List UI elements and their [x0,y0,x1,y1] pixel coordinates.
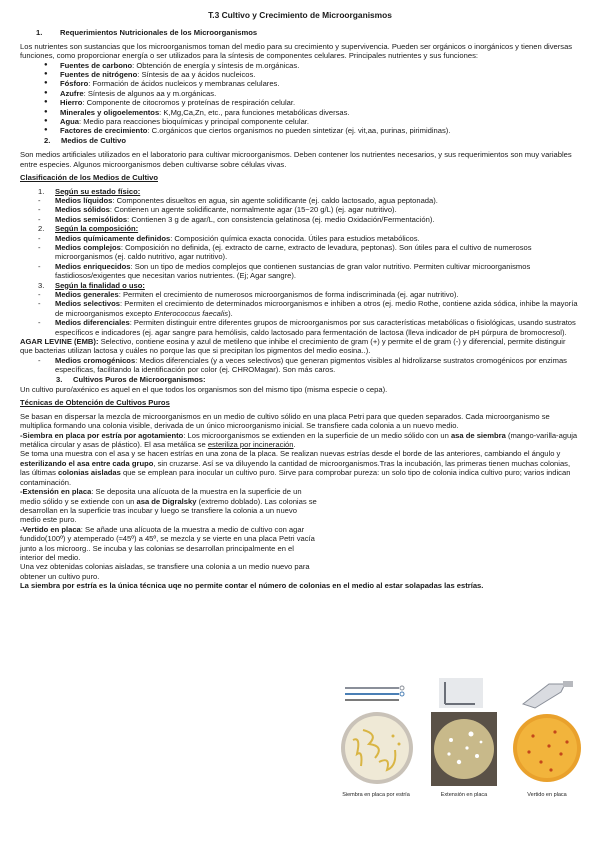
pour-plate-image [511,712,583,784]
list-item: - Medios diferenciales: Permiten distinguir entre diferentes grupos de microorganismos por sus características metabólicas o fisiológicas, usando sustratos específicos e indicadores (ej. agar sangre para hemólisis, caldo lactosado para fermentación de lactosa (lleva indicador de pH púrpura de bromocresol). [38,318,580,337]
group-1-list [20,196,580,224]
group-2-heading: 2. Según la composición: [38,224,139,234]
list-item: - Medios selectivos: Permiten el crecimiento de determinados microorganismos e inhiben a otros (ej. medio Rothe, contiene azida sódica, inhibe la mayoría de microorganismos excepto Enterococcus faecalis). [38,299,580,318]
section-1-heading: 1. Requerimientos Nutricionales de los Microorganismos [36,28,258,38]
streak-paragraph-2: Se toma una muestra con el asa y se hacen estrías en una zona de la placa. Se realizan nuevas estrías desde el borde de las anteriores, cambiando el ángulo y esterilizando el asa entre cada grupo, sin cruzarse. Así se va diluyendo la cantidad de microorganismos.Tras la incubación, las primeras tienen muchas colonias, las últimas colonias aisladas que se emplean para inocular un cultivo puro. Sirve para comprobar pureza: un solo tipo de colonia indica cultivo puro; varios indican contaminación. [20,449,571,487]
spread-plate-image [431,712,497,786]
pour-plate-paragraph: -Vertido en placa: Se añade una alícuota de la muestra a medio de cultivo con agar fundido(100º) y atemperado (≈45º) a 45º, se mezcla y se vierte en una placa Petri vacía junto a los microorg.. Se incuba y las colonias se desarrollan principalmente en el interior del medio. [20,524,315,562]
section-2-heading: 2. Medios de Cultivo [44,135,126,145]
group-2-list [20,234,580,281]
techniques-heading: Técnicas de Obtención de Cultivos Puros [20,398,170,408]
list-item: - Medios líquidos: Componentes disueltos en agua, sin agente solidificante (ej. caldo lactosado, agua peptonada). [38,196,580,205]
section-3-intro: Un cultivo puro/axénico es aquel en el que todos los organismos son del mismo tipo (misma especie o cepa). [20,385,388,395]
list-item: ● Azufre: Síntesis de algunos aa y m.orgánicas. [44,89,580,98]
nutrient-list [20,61,580,136]
streak-plate-image [339,710,415,786]
list-item: ● Hierro: Componente de citocromos y proteínas de respiración celular. [44,98,580,107]
classification-heading: Clasificación de los Medios de Cultivo [20,173,158,183]
techniques-figure [335,678,585,808]
caption-spread: Extensión en placa [440,792,488,798]
flask-image [515,678,581,710]
document-title: T.3 Cultivo y Crecimiento de Microorganismos [208,10,392,20]
section-2-intro: Son medios artificiales utilizados en el laboratorio para cultivar microorganismos. Deben contener los nutrientes necesarios, y sus requerimientos son muy variables entre especies. Algunos microorganismos deben cultivarse sobre células vivas. [20,150,572,169]
spread-plate-paragraph: -Extensión en placa: Se deposita una alícuota de la muestra en la superficie de un medio sólido y se extiende con un asa de Digralsky (extremo doblado). Las colonias se desarrollan en la superficie tras incubar y luego se transfiere la colonia a un nuevo medio este puro. [20,487,317,525]
list-item: ● Fósforo: Formación de ácidos nucleicos y membranas celulares. [44,79,580,88]
group-3-list [20,290,580,337]
list-item: ● Agua: Medio para reacciones bioquímicas y principal componente celular. [44,117,580,126]
isolated-colonies-paragraph: Una vez obtenidas colonias aisladas, se transfiere una colonia a un medio nuevo para obtener un cultivo puro. [20,562,310,581]
list-item: ● Minerales y oligoelementos: K,Mg,Ca,Zn, etc., para funciones metabólicas diversas. [44,108,580,117]
caption-pour: Vertido en placa [527,792,567,798]
list-item: ● Factores de crecimiento: C.orgánicos que ciertos organismos no pueden sintetizar (ej. vit,aa, purinas, pirimidinas). [44,126,580,135]
list-item: - Medios sólidos: Contienen un agente solidificante, normalmente agar (15−20 g/L) (ej. agar nutritivo). [38,205,580,214]
group-1-heading: 1. Según su estado físico: [38,186,141,196]
inoculation-loops-image [343,683,407,705]
techniques-intro: Se basan en dispersar la mezcla de microorganismos en un medio de cultivo sólido en una placa Petri para que queden separados. Cada microorganismo se multiplica formando una colonia visible, derivada de un único microorganismo inicial. Se transfiere cada colonia a un nuevo medio. [20,411,550,431]
agar-levine-paragraph: AGAR LEVINE (EMB): Selectivo, contiene eosina y azul de metileno que inhibe el crecimiento de gram (+) y permite el de gram (-) y diferencial, permite distinguir que bacterias utilizan lactosa y cuáles no porque las que si precipitan los pigmentos del medio eosina..). [20,337,566,356]
list-item: - Medios semisólidos: Contienen 3 g de agar/L, con consistencia gelatinosa (ej. medio Oxidación/Fermentación). [38,215,580,224]
section-1-intro: Los nutrientes son sustancias que los microorganismos toman del medio para su crecimiento y supervivencia. Pueden ser orgánicos o inorgánicos y tienen diversas funciones, como proporcionar energía o ser utilizados para la síntesis de componentes celulares. Principales nutrientes y sus funciones: [20,41,573,61]
list-item: - Medios químicamente definidos: Composición química exacta conocida. Útiles para estudios metabólicos. [38,234,580,243]
list-item: - Medios generales: Permiten el crecimiento de numerosos microorganismos de forma indiscriminada (ej. agar nutritivo). [38,290,580,299]
streak-paragraph: -Siembra en placa por estría por agotamiento: Los microorganismos se extienden en la superficie de un medio sólido con un asa de siembra (mango-varilla-aguja metálica circular y asas de plástico). El asa metálica se esteriliza por incineración. [20,430,578,450]
list-item: ● Fuentes de nitrógeno: Síntesis de aa y ácidos nucleicos. [44,70,580,79]
group-3-heading: 3. Según la finalidad o uso: [38,280,145,290]
list-item: - Medios complejos: Composición no definida, (ej. extracto de carne, extracto de levadura, peptonas). Son útiles para el cultivo de numerosos microorganismos (ej. caldo nutritivo, agar nutritivo). [38,243,580,262]
caption-streak: Siembra en placa por estría [342,792,410,798]
final-note: La siembra por estría es la única técnica uqe no permite contar el número de colonias en el medio al estar solapadas las estrías. [20,581,484,591]
document-page [20,11,580,591]
section-3-heading: 3. Cultivos Puros de Microorganismos: [56,374,206,384]
spreader-rod-image [439,678,483,708]
list-item: ● Fuentes de carbono: Obtención de energía y síntesis de m.orgánicas. [44,61,580,70]
list-item: - Medios cromogénicos: Medios diferenciales (y a veces selectivos) que generan pigmentos visibles al hidrolizarse sustratos cromogénicos por enzimas específicas, facilitando la identificación por color (ej. CHROMagar). Son más caros. [38,356,580,375]
list-item: - Medios enriquecidos: Son un tipo de medios complejos que contienen sustancias de gran valor nutritivo. Permiten cultivar microorganismos fastidiosos/exigentes que necesitan varios nutrientes. (Ej; Agar sangre). [38,262,580,281]
chromogenic-list [20,356,580,375]
